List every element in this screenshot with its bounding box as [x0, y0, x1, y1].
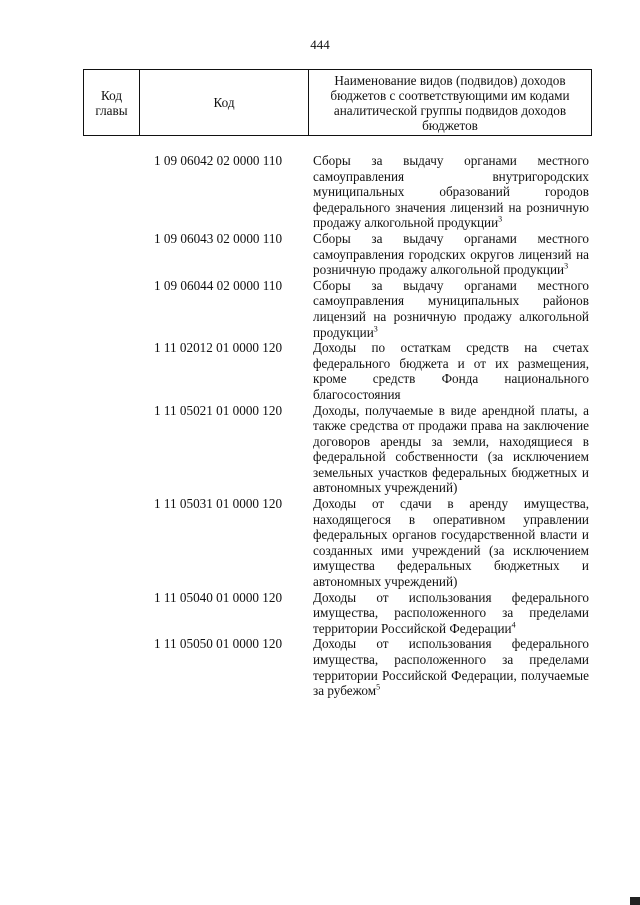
- row-text: Сборы за выдачу органами местного самоуправления внутригородских муниципальных образований городов федерального значения лицензий на розничную продажу алкогольной продукции: [313, 153, 589, 231]
- row-text: Доходы от сдачи в аренду имущества, находящегося в оперативном управлении федеральных органов государственной власти и созданных ими учреждений (за исключением имущества федеральных бюджетных и автономных учреждений): [313, 496, 589, 590]
- table-row: [0, 153, 640, 231]
- header-code: Код: [140, 70, 309, 136]
- row-description: [313, 153, 589, 231]
- row-code: 1 09 06044 02 0000 110: [154, 277, 283, 293]
- row-code: 1 09 06043 02 0000 110: [154, 230, 283, 246]
- row-description: [313, 231, 589, 278]
- table-row: [0, 340, 640, 402]
- row-text: Доходы от использования федерального имущества, расположенного за пределами территории Российской Федерации, получаемые за рубежом: [313, 636, 589, 699]
- row-description: [313, 590, 589, 637]
- table-row: [0, 231, 640, 278]
- row-code: 1 11 02012 01 0000 120: [154, 340, 283, 356]
- row-text: Доходы, получаемые в виде арендной платы, а также средства от продажи права на заключение договоров аренды за земли, находящиеся в федеральной собственности (за исключением земельных участков федеральных бюджетных и автономных учреждений): [313, 402, 589, 496]
- row-code: 1 11 05050 01 0000 120: [154, 636, 283, 652]
- header-name: Наименование видов (подвидов) доходов бюджетов с соответствующими им кодами аналитической группы подвидов доходов бюджетов: [309, 70, 592, 136]
- row-text: Доходы от использования федерального имущества, расположенного за пределами территории Российской Федерации: [313, 589, 589, 636]
- scan-corner-mark: [630, 897, 640, 905]
- row-description: [313, 496, 589, 590]
- income-codes-list: [0, 153, 640, 699]
- footnote-ref: 5: [376, 682, 381, 692]
- footnote-ref: 4: [511, 620, 516, 630]
- row-code: 1 11 05040 01 0000 120: [154, 589, 283, 605]
- row-code: 1 11 05031 01 0000 120: [154, 496, 283, 512]
- table-row: [0, 278, 640, 340]
- table-row: [0, 403, 640, 497]
- table-header: [83, 69, 592, 136]
- row-text: Сборы за выдачу органами местного самоуправления городских округов лицензий на розничную продажу алкогольной продукции: [313, 230, 589, 278]
- table-row: [0, 496, 640, 590]
- row-code: 1 09 06042 02 0000 110: [154, 153, 283, 168]
- header-chapter-code: Код главы: [84, 70, 140, 136]
- footnote-ref: 3: [498, 214, 503, 224]
- row-code: 1 11 05021 01 0000 120: [154, 402, 283, 418]
- table-row: [0, 590, 640, 637]
- row-text: Сборы за выдачу органами местного самоуправления муниципальных районов лицензий на розничную продажу алкогольной продукции: [313, 277, 589, 340]
- table-row: [0, 636, 640, 698]
- row-description: [313, 340, 589, 402]
- footnote-ref: 3: [373, 324, 378, 334]
- page-number: 444: [310, 37, 330, 52]
- row-description: [313, 636, 589, 698]
- row-description: [313, 278, 589, 340]
- footnote-ref: 3: [564, 261, 569, 271]
- row-text: Доходы по остаткам средств на счетах федерального бюджета и от их размещения, кроме средств Фонда национального благосостояния: [313, 340, 589, 402]
- row-description: [313, 403, 589, 497]
